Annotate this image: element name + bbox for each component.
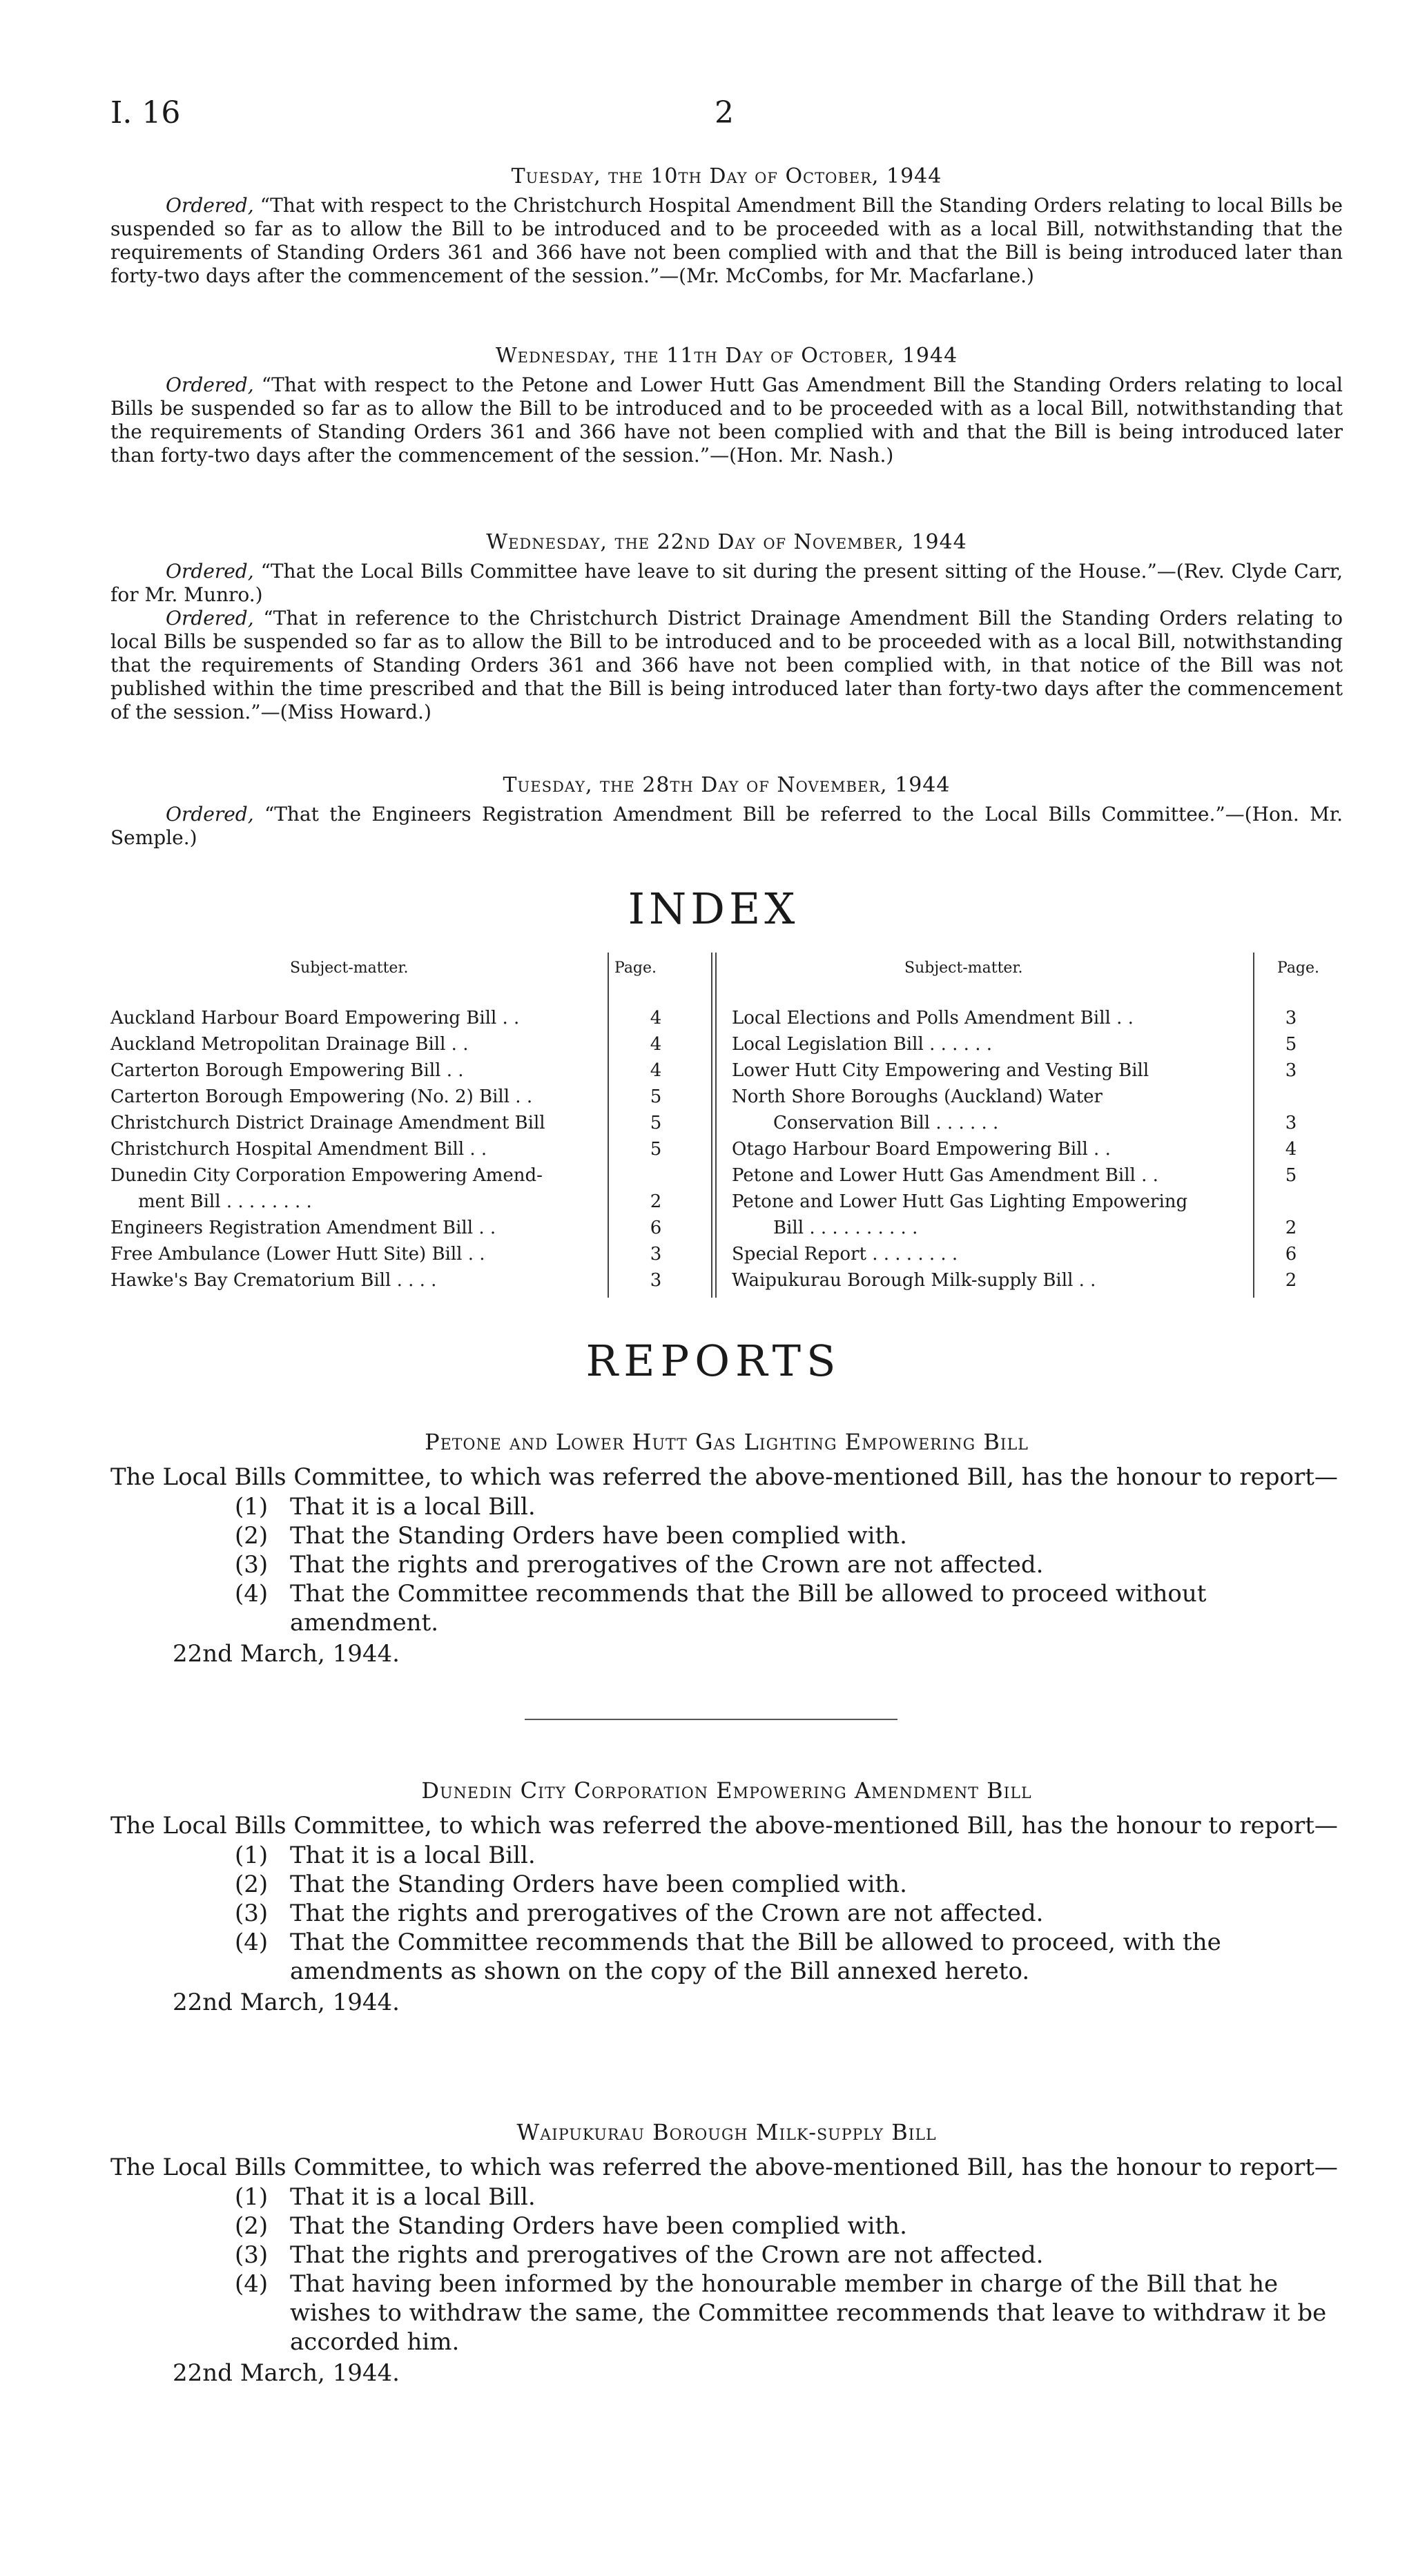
index-entry-subject: Auckland Harbour Board Empowering Bill . . bbox=[110, 1008, 520, 1028]
index-entry-page: 5 bbox=[1285, 1165, 1297, 1186]
report-date: 22nd March, 1944. bbox=[173, 2359, 400, 2387]
index-entry-subject: Bill . . . . . . . . . . bbox=[773, 1218, 918, 1238]
order-date: Wednesday, the 22nd Day of November, 1944 bbox=[486, 530, 967, 554]
index-entry-page: 3 bbox=[1285, 1060, 1297, 1081]
item-text: That the Committee recommends that the Bill be allowed to proceed without amendment. bbox=[290, 1580, 1207, 1637]
item-text: That it is a local Bill. bbox=[290, 1493, 536, 1521]
index-entry-subject: Auckland Metropolitan Drainage Bill . . bbox=[110, 1034, 469, 1055]
column-rule bbox=[608, 953, 609, 1298]
section-divider bbox=[525, 1719, 897, 1720]
order-body: “That the Engineers Registration Amendment Bill be referred to the Local Bills Committee.”—(Hon. Mr. Semple.) bbox=[110, 803, 1343, 849]
index-entry-subject: Otago Harbour Board Empowering Bill . . bbox=[732, 1139, 1111, 1160]
index-entry-subject: Hawke's Bay Crematorium Bill . . . . bbox=[110, 1270, 437, 1291]
report-item bbox=[110, 2270, 1343, 2357]
index-header-page-left: Page. bbox=[614, 959, 657, 977]
report-waipukurau-milk bbox=[110, 2119, 1343, 2387]
order-date: Wednesday, the 11th Day of October, 1944 bbox=[495, 344, 958, 368]
report-item bbox=[110, 1870, 1343, 1899]
report-item bbox=[110, 1492, 1343, 1521]
report-dunedin-city bbox=[110, 1777, 1343, 2016]
report-title: Petone and Lower Hutt Gas Lighting Empowering Bill bbox=[425, 1429, 1029, 1455]
report-item bbox=[110, 1928, 1343, 1986]
item-text: That it is a local Bill. bbox=[290, 1842, 536, 1869]
index-entry-subject: Carterton Borough Empowering (No. 2) Bill . . bbox=[110, 1086, 533, 1107]
index-entry-subject: ment Bill . . . . . . . . bbox=[138, 1191, 312, 1212]
index-entry-page: 3 bbox=[650, 1244, 662, 1265]
report-date: 22nd March, 1944. bbox=[173, 1640, 400, 1668]
report-item bbox=[110, 1521, 1343, 1550]
order-date: Tuesday, the 28th Day of November, 1944 bbox=[503, 773, 951, 797]
order-text bbox=[110, 560, 1343, 607]
index-entry-subject: North Shore Boroughs (Auckland) Water bbox=[732, 1086, 1103, 1107]
report-item bbox=[110, 1899, 1343, 1928]
item-text: That the rights and prerogatives of the Crown are not affected. bbox=[290, 2241, 1044, 2269]
index-table bbox=[110, 953, 1343, 1305]
item-text: That the Standing Orders have been complied with. bbox=[290, 1522, 907, 1550]
index-header-subject-right: Subject-matter. bbox=[904, 959, 1023, 977]
item-number: (4) bbox=[235, 2270, 269, 2298]
report-intro: The Local Bills Committee, to which was referred the above-mentioned Bill, has the honour to report— bbox=[110, 1463, 1338, 1491]
item-number: (2) bbox=[235, 1871, 269, 1898]
index-entry-page: 4 bbox=[650, 1008, 662, 1028]
index-entry-subject: Local Legislation Bill . . . . . . bbox=[732, 1034, 992, 1055]
index-entry-page: 5 bbox=[1285, 1034, 1297, 1055]
report-item bbox=[110, 2183, 1343, 2212]
item-text: That having been informed by the honourable member in charge of the Bill that he wishes to withdraw the same, the Committee recommends that leave to withdraw it be accorded him. bbox=[290, 2270, 1327, 2356]
report-item bbox=[110, 1550, 1343, 1579]
index-entry-page: 4 bbox=[1285, 1139, 1297, 1160]
item-number: (3) bbox=[235, 1900, 269, 1927]
report-item bbox=[110, 2212, 1343, 2241]
index-entry-subject: Free Ambulance (Lower Hutt Site) Bill . . bbox=[110, 1244, 485, 1265]
order-block-2 bbox=[110, 344, 1343, 467]
index-entry-page: 2 bbox=[1285, 1270, 1297, 1291]
item-number: (1) bbox=[235, 1842, 269, 1869]
index-entry-subject: Special Report . . . . . . . . bbox=[732, 1244, 958, 1265]
index-entry-subject: Local Elections and Polls Amendment Bill . . bbox=[732, 1008, 1134, 1028]
item-text: That the Standing Orders have been complied with. bbox=[290, 1871, 907, 1898]
item-text: That the rights and prerogatives of the Crown are not affected. bbox=[290, 1551, 1044, 1579]
index-entry-subject: Christchurch Hospital Amendment Bill . . bbox=[110, 1139, 487, 1160]
item-text: That the rights and prerogatives of the Crown are not affected. bbox=[290, 1900, 1044, 1927]
document-reference: I. 16 bbox=[110, 95, 181, 130]
reports-title: REPORTS bbox=[585, 1336, 842, 1386]
item-number: (2) bbox=[235, 2212, 269, 2240]
order-text bbox=[110, 607, 1343, 724]
column-rule bbox=[715, 953, 717, 1298]
index-entry-subject: Petone and Lower Hutt Gas Lighting Empowering bbox=[732, 1191, 1188, 1212]
order-body: “That the Local Bills Committee have leave to sit during the present sitting of the House.”—(Rev. Clyde Carr, for Mr. Munro.) bbox=[110, 560, 1343, 606]
index-entry-subject: Waipukurau Borough Milk-supply Bill . . bbox=[732, 1270, 1096, 1291]
index-entry-subject: Lower Hutt City Empowering and Vesting Bill bbox=[732, 1060, 1149, 1081]
index-entry-page: 3 bbox=[1285, 1113, 1297, 1133]
index-entry-subject: Carterton Borough Empowering Bill . . bbox=[110, 1060, 464, 1081]
index-entry-subject: Christchurch District Drainage Amendment Bill bbox=[110, 1113, 545, 1133]
order-text bbox=[110, 194, 1343, 288]
order-block-1 bbox=[110, 164, 1343, 288]
item-number: (4) bbox=[235, 1929, 269, 1956]
item-number: (1) bbox=[235, 1493, 269, 1521]
item-number: (2) bbox=[235, 1522, 269, 1550]
index-entry-subject: Engineers Registration Amendment Bill . . bbox=[110, 1218, 496, 1238]
order-block-3 bbox=[110, 530, 1343, 724]
column-rule bbox=[1253, 953, 1254, 1298]
item-number: (1) bbox=[235, 2183, 269, 2211]
index-entry-page: 4 bbox=[650, 1060, 662, 1081]
report-date: 22nd March, 1944. bbox=[173, 1989, 400, 2016]
index-title: INDEX bbox=[628, 884, 799, 934]
order-lead: Ordered, bbox=[166, 803, 254, 826]
order-lead: Ordered, bbox=[166, 560, 254, 583]
order-date: Tuesday, the 10th Day of October, 1944 bbox=[511, 164, 942, 188]
index-entry-subject: Dunedin City Corporation Empowering Amend- bbox=[110, 1165, 543, 1186]
index-entry-page: 3 bbox=[650, 1270, 662, 1291]
index-entry-page: 5 bbox=[650, 1139, 662, 1160]
order-body: “That with respect to the Christchurch Hospital Amendment Bill the Standing Orders relating to local Bills be suspended so far as to allow the Bill to be introduced and to be proceeded with as a local Bill, notwithstanding that the requirements of Standing Orders 361 and 366 have not been complied with and that the Bill is being introduced later than forty-two days after the commencement of the session.”—(Mr. McCombs, for Mr. Macfarlane.) bbox=[110, 194, 1343, 287]
report-intro: The Local Bills Committee, to which was referred the above-mentioned Bill, has the honour to report— bbox=[110, 1812, 1338, 1840]
item-text: That the Standing Orders have been complied with. bbox=[290, 2212, 907, 2240]
index-header-subject-left: Subject-matter. bbox=[290, 959, 409, 977]
index-entry-page: 2 bbox=[650, 1191, 662, 1212]
report-petone-gas-lighting bbox=[110, 1429, 1343, 1668]
index-entry-subject: Conservation Bill . . . . . . bbox=[773, 1113, 999, 1133]
report-item bbox=[110, 1579, 1343, 1637]
index-entry-page: 6 bbox=[1285, 1244, 1297, 1265]
item-number: (4) bbox=[235, 1580, 269, 1608]
report-intro: The Local Bills Committee, to which was referred the above-mentioned Bill, has the honour to report— bbox=[110, 2154, 1338, 2181]
index-entry-page: 3 bbox=[1285, 1008, 1297, 1028]
item-number: (3) bbox=[235, 1551, 269, 1579]
order-block-4 bbox=[110, 773, 1343, 850]
order-text bbox=[110, 803, 1343, 850]
order-lead: Ordered, bbox=[166, 194, 254, 217]
report-title: Waipukurau Borough Milk-supply Bill bbox=[516, 2119, 937, 2145]
report-item bbox=[110, 1841, 1343, 1870]
index-entry-page: 2 bbox=[1285, 1218, 1297, 1238]
order-body: “That in reference to the Christchurch District Drainage Amendment Bill the Standing Orders relating to local Bills be suspended so far as to allow the Bill to be introduced and to be proceeded with as a local Bill, notwithstanding that the requirements of Standing Orders 361 and 366 have not been complied with, in that notice of the Bill was not published within the time prescribed and that the Bill is being introduced later than forty-two days after the commencement of the session.”—(Miss Howard.) bbox=[110, 607, 1343, 723]
index-entry-page: 5 bbox=[650, 1086, 662, 1107]
column-rule bbox=[711, 953, 712, 1298]
index-entry-page: 4 bbox=[650, 1034, 662, 1055]
page-number: 2 bbox=[715, 95, 734, 130]
order-lead: Ordered, bbox=[166, 373, 254, 396]
index-header-page-right: Page. bbox=[1277, 959, 1320, 977]
index-entry-page: 5 bbox=[650, 1113, 662, 1133]
index-entry-subject: Petone and Lower Hutt Gas Amendment Bill . . bbox=[732, 1165, 1158, 1186]
report-item bbox=[110, 2241, 1343, 2270]
item-number: (3) bbox=[235, 2241, 269, 2269]
index-entry-page: 6 bbox=[650, 1218, 662, 1238]
order-lead: Ordered, bbox=[166, 607, 254, 630]
item-text: That it is a local Bill. bbox=[290, 2183, 536, 2211]
item-text: That the Committee recommends that the Bill be allowed to proceed, with the amendments as shown on the copy of the Bill annexed hereto. bbox=[290, 1929, 1221, 1985]
order-text bbox=[110, 373, 1343, 467]
order-body: “That with respect to the Petone and Lower Hutt Gas Amendment Bill the Standing Orders relating to local Bills be suspended so far as to allow the Bill to be introduced and to be proceeded with as a local Bill, notwithstanding that the requirements of Standing Orders 361 and 366 have not been complied with and that the Bill is being introduced later than forty-two days after the commencement of the session.”—(Hon. Mr. Nash.) bbox=[110, 373, 1343, 467]
report-title: Dunedin City Corporation Empowering Amendment Bill bbox=[421, 1777, 1032, 1804]
